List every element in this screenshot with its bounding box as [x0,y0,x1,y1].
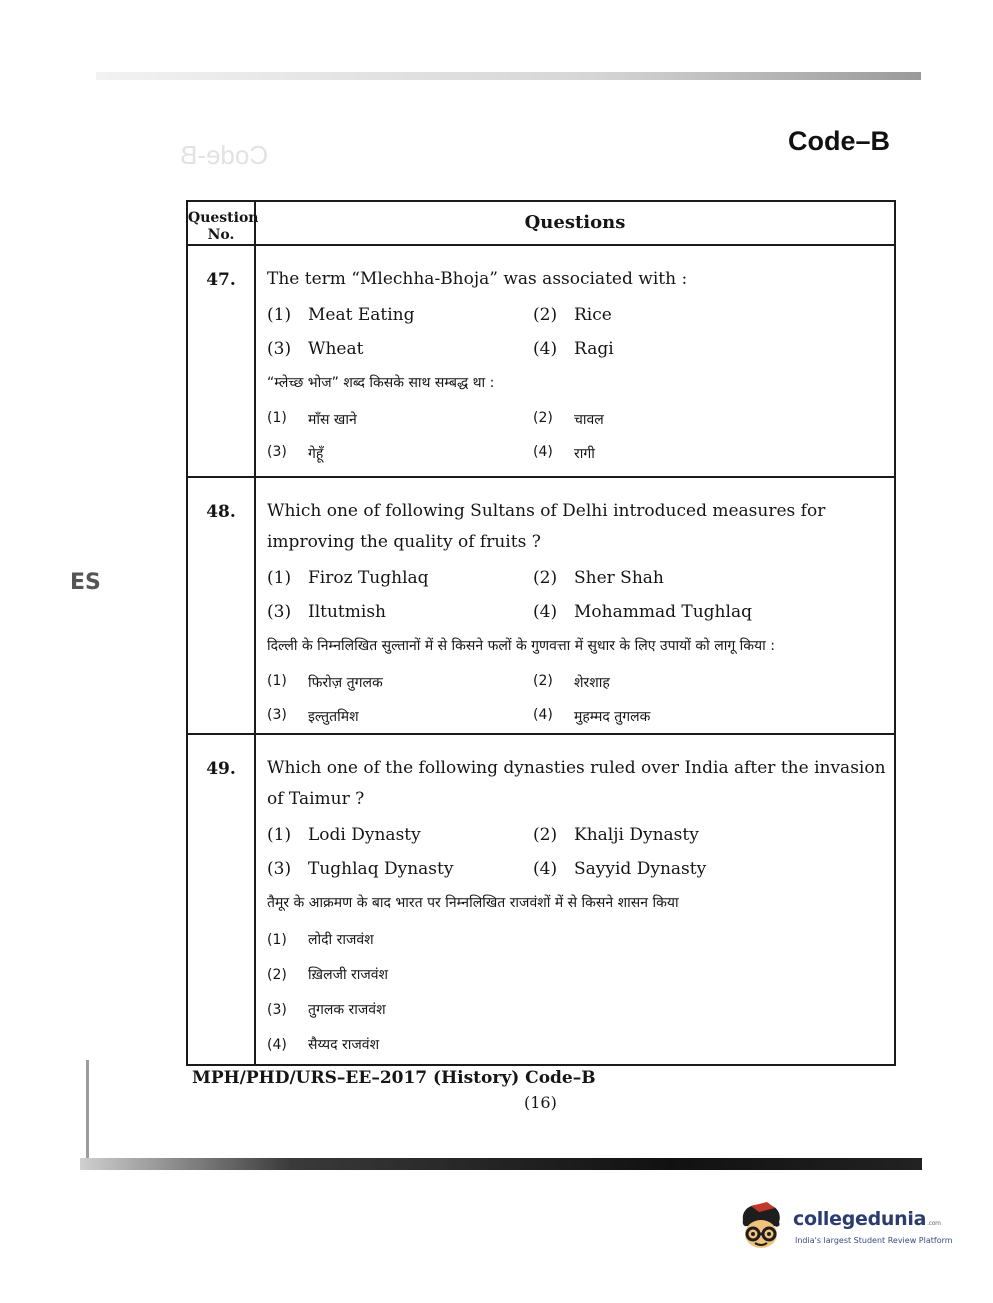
paper-footer: MPH/PHD/URS–EE–2017 (History) Code–B [192,1068,596,1088]
option-hi-4: (4) सैय्यद राजवंश [267,1036,380,1053]
option-hi-2: (2) ख़िलजी राजवंश [267,966,389,983]
question-number: 49. [187,734,255,1065]
logo-tagline: India's largest Student Review Platform [795,1236,953,1245]
paper-code: Code–B [787,126,890,156]
option-en-2: (2) Sher Shah [533,568,664,588]
option-hi-3: (3) तुगलक राजवंश [267,1001,386,1018]
question-number: 47. [187,245,255,477]
question-number: 48. [187,477,255,734]
bleed-through-text: Code-B [180,140,269,170]
scan-edge-left [86,1060,89,1170]
option-en-3: (3) Tughlaq Dynasty [267,859,454,879]
question-text-en: Which one of following Sultans of Delhi introduced measures for improving the quality of fruits ? [267,501,826,552]
question-text-en: Which one of the following dynasties ruled over India after the invasion of Taimur ? [267,758,886,809]
mascot-icon [737,1200,787,1252]
option-hi-2: (2) शेरशाह [533,672,610,691]
scan-bleed-mark: ES [70,570,101,595]
option-en-3: (3) Iltutmish [267,602,386,622]
option-en-2: (2) Rice [533,305,612,325]
question-text-hi: दिल्ली के निम्नलिखित सुल्तानों में से किसने फलों के गुणवत्ता में सुधार के लिए उपायों को लागू किया : [267,638,775,654]
collegedunia-logo [737,1198,962,1256]
option-hi-3: (3) गेहूँ [267,443,324,462]
option-hi-4: (4) रागी [533,443,595,462]
option-en-1: (1) Meat Eating [267,305,415,325]
question-row [187,245,895,477]
option-hi-3: (3) इल्तुतमिश [267,706,359,725]
page-number: (16) [524,1093,557,1112]
scan-edge-bottom [80,1158,922,1170]
option-en-4: (4) Sayyid Dynasty [533,859,707,879]
option-en-1: (1) Firoz Tughlaq [267,568,429,588]
option-en-3: (3) Wheat [267,339,364,359]
option-hi-1: (1) माँस खाने [267,409,357,428]
option-en-4: (4) Ragi [533,339,614,359]
question-body [255,477,895,734]
question-body [255,245,895,477]
question-text-en: The term “Mlechha-Bhoja” was associated with : [267,269,688,289]
question-text-hi: “म्लेच्छ भोज” शब्द किसके साथ सम्बद्ध था : [267,375,495,391]
column-header-questions: Questions [255,201,895,245]
question-row [187,477,895,734]
option-en-2: (2) Khalji Dynasty [533,825,699,845]
option-hi-2: (2) चावल [533,409,604,428]
option-hi-1: (1) फिरोज़ तुगलक [267,672,383,691]
column-header-number: Question No. [187,201,255,245]
question-row [187,734,895,1065]
logo-wordmark: collegedunia.com [793,1208,941,1230]
questions-table [186,200,896,1066]
option-hi-4: (4) मुहम्मद तुगलक [533,706,651,725]
option-hi-1: (1) लोदी राजवंश [267,931,374,948]
option-en-4: (4) Mohammad Tughlaq [533,602,752,622]
option-en-1: (1) Lodi Dynasty [267,825,421,845]
question-text-hi: तैमूर के आक्रमण के बाद भारत पर निम्नलिखित राजवंशों में से किसने शासन किया [267,895,679,911]
question-body [255,734,895,1065]
scan-edge-top [96,72,921,80]
